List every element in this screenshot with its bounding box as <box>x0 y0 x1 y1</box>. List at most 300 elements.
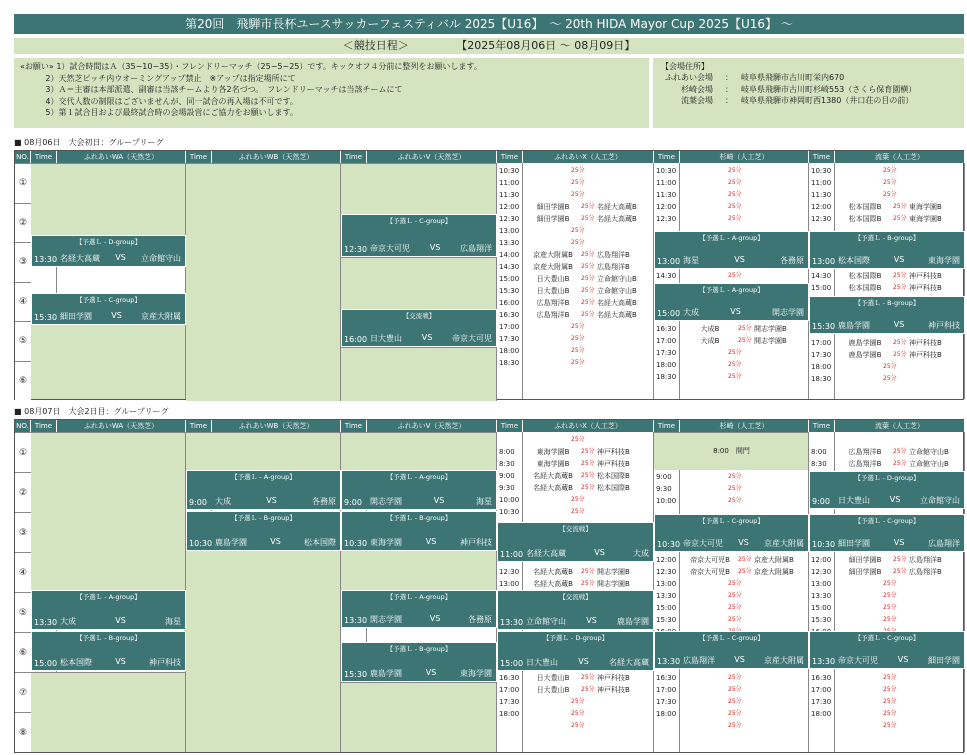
team-b: 開志学園 <box>772 308 804 317</box>
vs-label: VS <box>594 548 605 557</box>
day2-grid <box>14 419 964 753</box>
duration-label: 25分 <box>883 580 897 587</box>
column-header-time: Time <box>31 420 57 432</box>
team-b: 立命館守山B <box>597 275 637 283</box>
schedule-line <box>497 672 654 684</box>
match-group-tag: 【予選Ｌ - B-group】 <box>386 645 452 653</box>
match-group-tag: 【予選Ｌ - B-group】 <box>854 299 920 307</box>
vs-label: VS <box>738 538 749 547</box>
match-group-tag: 【予選Ｌ - C-group】 <box>854 517 920 525</box>
slot-time: 8:30 <box>811 460 827 468</box>
match-card <box>809 514 965 552</box>
slot-time: 17:30 <box>499 698 520 706</box>
duration-label: 25分 <box>581 568 595 575</box>
vs-label: VS <box>111 311 122 320</box>
slot-time: 10:00 <box>656 497 677 505</box>
match-group-tag: 【予選Ｌ - A-group】 <box>699 234 764 242</box>
duration-label: 25分 <box>571 508 585 515</box>
empty-slot <box>31 163 186 245</box>
slot-time: 17:00 <box>811 686 832 694</box>
schedule-line <box>497 165 654 177</box>
column-header-time: Time <box>809 420 835 432</box>
match-card <box>186 511 341 551</box>
empty-slot <box>341 432 497 470</box>
match-group-tag: 【予選Ｌ - A-group】 <box>386 473 452 481</box>
column-header-no: NO. <box>15 151 31 163</box>
team-a: 大成B <box>700 325 720 333</box>
team-b: 神戸科技B <box>597 686 630 694</box>
match-card <box>341 590 497 628</box>
duration-label: 25分 <box>571 227 585 234</box>
schedule-line <box>497 578 654 590</box>
slot-time: 15:00 <box>811 604 832 612</box>
team-b: 名経大高蔵B <box>597 311 637 319</box>
duration-label: 25分 <box>728 604 742 611</box>
team-a: 細田学園B <box>536 215 570 223</box>
team-b: 名経大高蔵 <box>609 658 649 667</box>
empty-slot <box>186 163 341 401</box>
schedule-line <box>497 494 654 506</box>
team-a: 京産大附属B <box>533 251 573 259</box>
vs-label: VS <box>897 655 909 664</box>
column-header-time: Time <box>497 151 523 163</box>
duration-label: 25分 <box>571 167 585 174</box>
team-a: 帝京大可児 <box>683 539 723 548</box>
schedule-line <box>497 696 654 708</box>
slot-time: 12:00 <box>656 203 677 211</box>
match-group-tag: 【交流戦】 <box>402 312 436 320</box>
duration-label: 25分 <box>571 698 585 705</box>
schedule-line <box>654 323 811 335</box>
team-b: 神戸科技 <box>460 538 492 547</box>
team-a: 細田学園B <box>848 556 882 564</box>
schedule-line <box>497 261 654 273</box>
match-group-tag: 【予選Ｌ - D-group】 <box>542 634 609 642</box>
duration-label: 25分 <box>728 674 742 681</box>
team-a: 名経大高蔵 <box>526 549 566 558</box>
duration-label: 25分 <box>728 580 742 587</box>
venue-row <box>661 72 956 84</box>
duration-label: 25分 <box>728 373 742 380</box>
duration-label: 25分 <box>893 351 907 358</box>
slot-time: 17:30 <box>656 349 677 357</box>
slot-time: 11:30 <box>499 191 520 199</box>
team-a: 広島翔洋 <box>683 656 715 665</box>
match-time: 15:00 <box>657 309 681 318</box>
match-group-tag: 【予選Ｌ - A-group】 <box>386 593 452 601</box>
match-card <box>31 293 186 325</box>
duration-label: 25分 <box>581 580 595 587</box>
team-b: 広島翔洋B <box>597 251 630 259</box>
match-group-tag: 【予選Ｌ - B-group】 <box>76 634 141 642</box>
team-a: 大成 <box>215 497 231 506</box>
team-a: 日大豊山 <box>370 334 402 343</box>
match-time: 15:00 <box>500 659 524 668</box>
team-b: 立命館守山B <box>909 448 949 456</box>
column-header-v: ふれあいV（天然芝） <box>367 151 497 163</box>
match-teams <box>60 657 181 668</box>
column-header-time: Time <box>654 420 680 432</box>
venue-colon: ： <box>725 84 733 94</box>
duration-label: 25分 <box>883 592 897 599</box>
match-card <box>31 631 186 671</box>
duration-label: 25分 <box>581 448 595 455</box>
slot-time: 17:00 <box>499 686 520 694</box>
schedule-line <box>809 720 966 732</box>
column-header-time: Time <box>186 151 212 163</box>
venue-box <box>653 58 964 128</box>
match-time: 11:00 <box>500 550 524 559</box>
match-time: 12:30 <box>344 245 368 254</box>
slot-time: 10:30 <box>811 167 832 175</box>
slot-time: 11:00 <box>811 179 832 187</box>
schedule-line <box>809 201 966 213</box>
match-card <box>809 231 965 269</box>
match-teams <box>683 255 804 266</box>
team-a: 大成B <box>700 337 720 345</box>
vs-label: VS <box>578 657 589 666</box>
team-b: 東海学園 <box>460 669 492 678</box>
team-b: 神戸科技B <box>597 460 630 468</box>
duration-label: 25分 <box>571 496 585 503</box>
match-card <box>654 514 809 552</box>
schedule-line <box>809 189 966 201</box>
match-teams <box>526 548 649 559</box>
duration-label: 25分 <box>728 349 742 356</box>
vs-label: VS <box>893 255 905 264</box>
team-a: 名経大高蔵B <box>533 484 573 492</box>
duration-label: 25分 <box>571 722 585 729</box>
subtitle-left: ＜競技日程＞ <box>342 39 409 52</box>
team-a: 開志学園 <box>370 497 402 506</box>
schedule-line <box>809 578 966 590</box>
schedule-line <box>809 554 966 566</box>
vs-label: VS <box>115 657 126 666</box>
team-a: 帝京大可児B <box>690 556 730 564</box>
team-b: 海星 <box>476 497 492 506</box>
schedule-line <box>497 237 654 249</box>
schedule-line <box>654 672 811 684</box>
slot-time: 16:30 <box>656 674 677 682</box>
team-a: 立命館守山 <box>526 617 566 626</box>
duration-label: 25分 <box>571 347 585 354</box>
row-number: ⑤ <box>15 592 31 632</box>
row-number: ⑥ <box>15 632 31 672</box>
duration-label: 25分 <box>728 710 742 717</box>
column-header-time: Time <box>341 151 367 163</box>
duration-label: 25分 <box>883 698 897 705</box>
slot-time: 14:30 <box>656 272 677 280</box>
venue-row <box>661 95 956 107</box>
slot-time: 18:30 <box>811 375 832 383</box>
column-header-wb: ふれあいWB（天然芝） <box>212 420 341 432</box>
column-header-r: 流葉（人工芝） <box>835 151 965 163</box>
slot-time: 8:30 <box>499 460 515 468</box>
team-a: 名経大高蔵B <box>533 472 573 480</box>
match-card <box>31 590 186 630</box>
team-b: 名経大高蔵B <box>597 203 637 211</box>
schedule-line <box>497 297 654 309</box>
team-a: 帝京大可児 <box>370 244 410 253</box>
team-b: 広島翔洋 <box>928 539 960 548</box>
schedule-line <box>654 335 811 347</box>
match-time: 13:30 <box>657 657 681 666</box>
schedule-line <box>654 696 811 708</box>
venue-name: 杉崎会場 <box>681 84 713 94</box>
duration-label: 25分 <box>893 556 907 563</box>
schedule-line <box>654 483 811 495</box>
vs-label: VS <box>586 616 597 625</box>
schedule-line <box>497 482 654 494</box>
empty-slot <box>341 257 497 309</box>
schedule-line <box>809 349 966 361</box>
schedule-line <box>497 357 654 369</box>
team-a: 大成 <box>683 308 699 317</box>
schedule-line <box>497 309 654 321</box>
schedule-line <box>497 273 654 285</box>
team-a: 大成 <box>60 617 76 626</box>
match-time: 13:30 <box>812 657 836 666</box>
column-header-time: Time <box>497 420 523 432</box>
team-b: 広島翔洋B <box>909 556 942 564</box>
team-b: 立命館守山 <box>920 496 960 505</box>
team-b: 各務原 <box>468 615 492 624</box>
slot-time: 13:00 <box>499 227 520 235</box>
match-time: 9:00 <box>812 497 830 506</box>
schedule-line <box>809 337 966 349</box>
vs-label: VS <box>270 537 281 546</box>
match-group-tag: 【予選Ｌ - C-group】 <box>854 634 920 642</box>
team-b: 大成 <box>633 549 649 558</box>
team-a: 開志学園 <box>370 615 402 624</box>
schedule-line <box>497 213 654 225</box>
team-b: 東海学園B <box>909 215 942 223</box>
slot-time: 10:30 <box>656 167 677 175</box>
vs-label: VS <box>266 496 277 505</box>
team-a: 日大豊山 <box>526 658 558 667</box>
duration-label: 25分 <box>883 616 897 623</box>
match-teams <box>838 655 960 666</box>
match-teams <box>370 496 492 507</box>
team-b: 各務原 <box>312 497 336 506</box>
team-b: 各務原 <box>780 256 804 265</box>
duration-label: 25分 <box>728 722 742 729</box>
team-b: 海星 <box>165 617 181 626</box>
day1-label: ■ 08月06日 大会初日：グループリーグ <box>14 138 164 147</box>
slot-time: 15:00 <box>656 604 677 612</box>
team-b: 東海学園 <box>928 256 960 265</box>
duration-label: 25分 <box>738 337 752 344</box>
match-group-tag: 【予選Ｌ - B-group】 <box>854 234 920 242</box>
team-a: 京産大附属B <box>533 263 573 271</box>
team-a: 帝京大可児B <box>690 568 730 576</box>
match-card <box>341 642 497 682</box>
duration-label: 25分 <box>581 299 595 306</box>
venue-name: 流葉会場 <box>681 96 713 105</box>
venue-address: 岐阜県飛騨市神岡町西1380（井口荘の目の前） <box>741 96 914 105</box>
duration-label: 25分 <box>883 179 897 186</box>
column-header-v: ふれあいV（天然芝） <box>367 420 497 432</box>
schedule-line <box>654 189 811 201</box>
match-teams <box>683 538 804 549</box>
slot-time: 9:00 <box>499 472 515 480</box>
row-number: ② <box>15 472 31 512</box>
schedule-line <box>654 554 811 566</box>
match-teams <box>215 537 336 548</box>
team-b: 広島翔洋 <box>460 244 492 253</box>
team-a: 松本国際 <box>60 658 92 667</box>
team-b: 松本国際B <box>597 472 630 480</box>
match-card <box>186 470 341 510</box>
slot-time: 17:00 <box>656 337 677 345</box>
match-time: 10:30 <box>657 540 681 549</box>
schedule-line <box>654 614 811 626</box>
match-group-tag: 【予選Ｌ - C-group】 <box>386 217 452 225</box>
vs-label: VS <box>425 537 437 546</box>
match-time: 13:00 <box>657 257 681 266</box>
match-time: 15:30 <box>812 322 836 331</box>
match-group-tag: 【予選Ｌ - D-group】 <box>854 474 920 482</box>
team-a: 名経大高蔵 <box>60 254 100 263</box>
team-b: 京産大附属 <box>141 312 181 321</box>
team-a: 鹿島学園B <box>848 351 882 359</box>
slot-time: 13:30 <box>811 592 832 600</box>
vs-label: VS <box>429 243 441 252</box>
notes-box: «お願い» 1）試合時間はＡ（35−10−35）・フレンドリーマッチ（25−5−25）です。キックオフ４分前に整列をお願いします。 2）天然芝ピッチ内ウオーミングアップ禁止 ※アップは指定場所にて 3）Ａ＝主審は本部派遣、副審は当該チームより各2名づつ。 フレンドリーマッチは当該チームにて 4）交代人数の制限はございませんが、同一試合の再入場は不可です。 5）第１試合目および最終試合時の会場設営にご協力をお願いします。 <box>14 58 649 128</box>
vs-label: VS <box>425 668 437 677</box>
schedule-line <box>809 590 966 602</box>
slot-time: 12:00 <box>811 203 832 211</box>
match-time: 13:00 <box>812 257 836 266</box>
match-time: 13:30 <box>500 618 524 627</box>
slot-time: 17:30 <box>811 698 832 706</box>
column-header-x: ふれあいX（人工芝） <box>523 151 654 163</box>
empty-slot <box>186 550 341 752</box>
match-group-tag: 【予選Ｌ - A-group】 <box>231 473 296 481</box>
team-b: 神戸科技 <box>149 658 181 667</box>
row-number: ① <box>15 163 31 203</box>
duration-label: 25分 <box>581 311 595 318</box>
slot-time: 17:30 <box>499 335 520 343</box>
match-card <box>497 590 654 630</box>
schedule-line <box>497 720 654 732</box>
slot-time: 16:30 <box>811 674 832 682</box>
duration-label: 25分 <box>728 167 742 174</box>
schedule-line <box>497 249 654 261</box>
team-a: 松本国際B <box>848 215 882 223</box>
duration-label: 25分 <box>883 191 897 198</box>
schedule-line <box>809 270 966 282</box>
slot-time: 18:30 <box>499 359 520 367</box>
slot-time: 10:30 <box>499 508 520 516</box>
schedule-line <box>497 225 654 237</box>
slot-time: 18:00 <box>656 361 677 369</box>
slot-time: 18:00 <box>811 710 832 718</box>
duration-label: 25分 <box>728 473 742 480</box>
team-b: 立命館守山B <box>909 460 949 468</box>
team-a: 細田学園B <box>848 568 882 576</box>
duration-label: 25分 <box>728 215 742 222</box>
empty-slot <box>341 550 497 590</box>
schedule-line <box>809 213 966 225</box>
schedule-line <box>654 578 811 590</box>
match-card <box>654 631 809 669</box>
match-time: 9:00 <box>344 498 362 507</box>
duration-label: 25分 <box>728 592 742 599</box>
match-time: 16:00 <box>344 335 368 344</box>
team-a: 帝京大可児 <box>838 656 878 665</box>
schedule-line <box>497 684 654 696</box>
slot-time: 12:30 <box>656 215 677 223</box>
team-a: 松本国際B <box>848 284 882 292</box>
duration-label: 25分 <box>728 616 742 623</box>
column-header-wa: ふれあいWA（天然芝） <box>57 151 186 163</box>
schedule-line <box>497 458 654 470</box>
schedule-line <box>654 720 811 732</box>
duration-label: 25分 <box>728 272 742 279</box>
row-number: ① <box>15 432 31 472</box>
column-header-time: Time <box>654 151 680 163</box>
team-a: 日大豊山B <box>536 275 570 283</box>
match-card <box>809 631 965 669</box>
match-teams <box>215 496 336 507</box>
match-card <box>809 471 965 509</box>
schedule-line <box>497 434 654 446</box>
venue-address: 岐阜県飛騨市古川町栄内670 <box>741 73 845 82</box>
schedule-line <box>654 347 811 359</box>
slot-time: 14:30 <box>811 272 832 280</box>
duration-label: 25分 <box>893 460 907 467</box>
match-group-tag: 【予選Ｌ - B-group】 <box>231 514 296 522</box>
duration-label: 25分 <box>738 556 752 563</box>
match-time: 15:30 <box>34 313 58 322</box>
schedule-line <box>809 672 966 684</box>
match-teams <box>370 333 492 344</box>
team-b: 立命館守山B <box>597 287 637 295</box>
column-header-no: NO. <box>15 420 31 432</box>
slot-time: 14:30 <box>499 263 520 271</box>
vs-label: VS <box>734 255 745 264</box>
schedule-line <box>497 285 654 297</box>
slot-time: 11:30 <box>656 191 677 199</box>
duration-label: 25分 <box>728 179 742 186</box>
empty-slot <box>341 163 497 214</box>
slot-time: 18:00 <box>499 710 520 718</box>
team-a: 細田学園B <box>536 203 570 211</box>
slot-time: 17:00 <box>499 323 520 331</box>
empty-slot <box>186 432 341 470</box>
duration-label: 25分 <box>893 203 907 210</box>
slot-time: 16:30 <box>499 674 520 682</box>
team-b: 東海学園B <box>909 203 942 211</box>
duration-label: 25分 <box>883 674 897 681</box>
schedule-line <box>654 602 811 614</box>
duration-label: 25分 <box>581 287 595 294</box>
team-a: 鹿島学園 <box>215 538 247 547</box>
schedule-line <box>497 177 654 189</box>
duration-label: 25分 <box>581 472 595 479</box>
team-b: 細田学園 <box>928 656 960 665</box>
team-b: 開志学園B <box>754 325 787 333</box>
schedule-line <box>654 684 811 696</box>
match-time: 9:00 <box>189 498 207 507</box>
column-header-time: Time <box>186 420 212 432</box>
duration-label: 25分 <box>728 191 742 198</box>
venue-address: 岐阜県飛騨市古川町杉崎553（さくら保育園横） <box>741 84 917 94</box>
schedule-line <box>809 602 966 614</box>
match-teams <box>683 307 804 318</box>
team-a: 松本国際B <box>848 272 882 280</box>
